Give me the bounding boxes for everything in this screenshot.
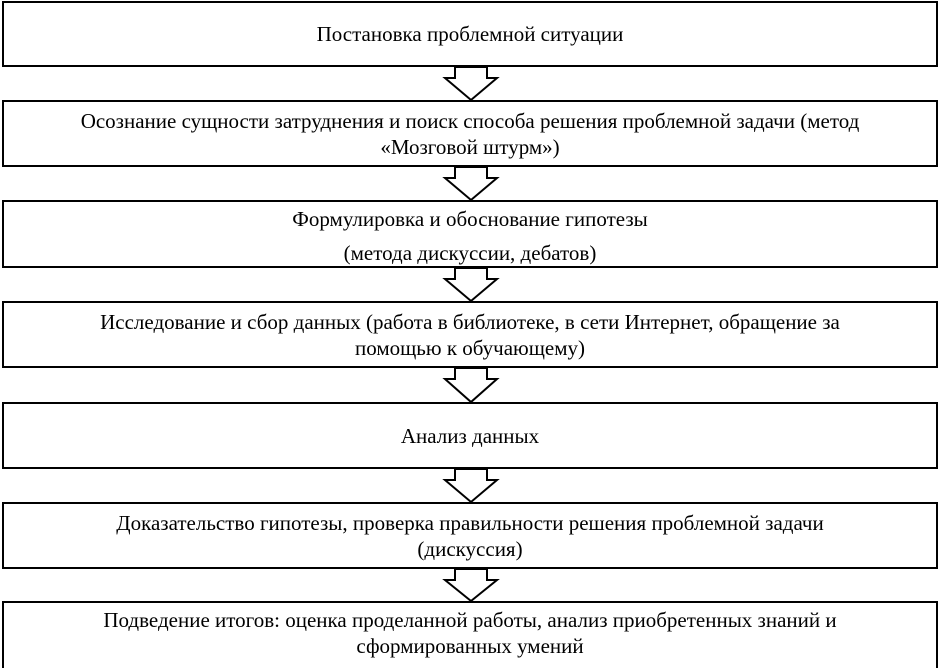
step-hypothesis — [2, 200, 938, 268]
step-data-analysis — [2, 402, 938, 469]
step-text-line: Доказательство гипотезы, проверка правильности решения проблемной задачи — [116, 510, 824, 535]
step-text-line: сформированных умений — [356, 634, 584, 658]
step-summary — [2, 601, 938, 668]
step-hypothesis-proof — [2, 502, 938, 569]
step-research-data-collection — [2, 301, 938, 368]
down-arrow-icon — [443, 267, 499, 303]
step-text-line: (метода дискуссии, дебатов) — [343, 241, 597, 265]
step-text-line: Исследование и сбор данных (работа в библиотеке, в сети Интернет, обращение за — [100, 309, 840, 334]
step-text-line: Анализ данных — [400, 423, 540, 448]
step-text-line: (дискуссия) — [417, 536, 523, 561]
down-arrow-icon — [443, 568, 499, 603]
step-text-line: Подведение итогов: оценка проделанной работы, анализ приобретенных знаний и — [103, 608, 837, 632]
step-text-line: Постановка проблемной ситуации — [316, 22, 624, 46]
step-text-line: Формулировка и обоснование гипотезы — [292, 207, 648, 231]
down-arrow-icon — [443, 166, 499, 202]
down-arrow-icon — [443, 468, 499, 504]
step-problem-situation — [2, 1, 938, 67]
down-arrow-icon — [443, 367, 499, 404]
down-arrow-icon — [443, 66, 499, 102]
step-text-line: «Мозговой штурм») — [380, 134, 560, 159]
step-text-line: Осознание сущности затруднения и поиск способа решения проблемной задачи (метод — [80, 108, 860, 133]
step-understanding-difficulty — [2, 100, 938, 167]
step-text-line: помощью к обучающему) — [355, 335, 585, 360]
